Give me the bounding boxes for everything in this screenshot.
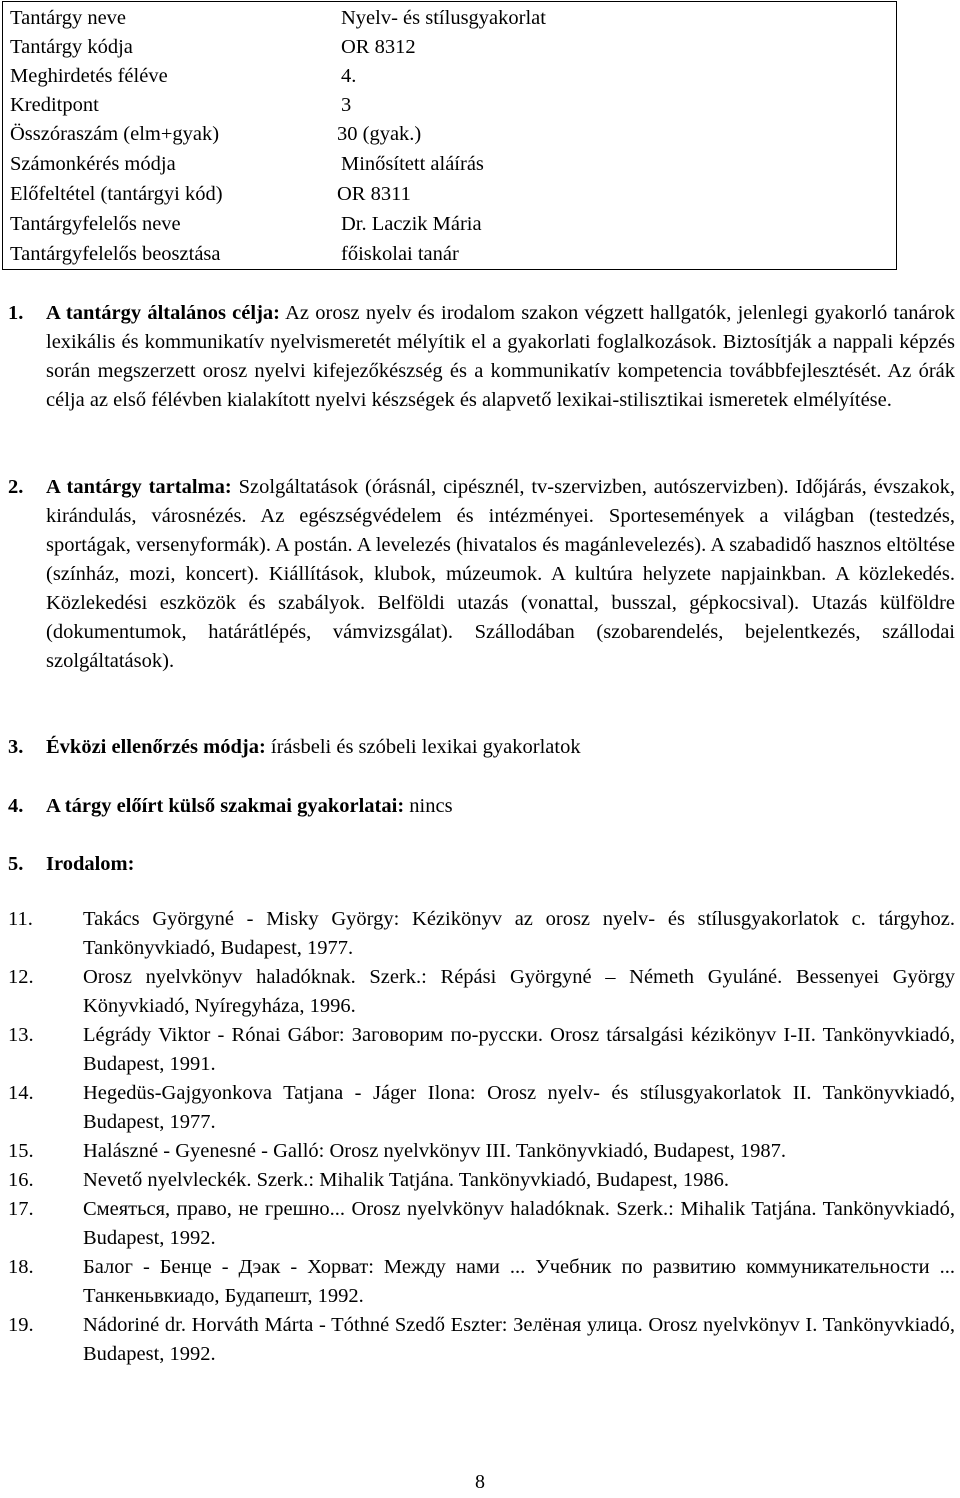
section-number: 5. <box>8 853 24 875</box>
reference-number: 15. <box>8 1140 34 1162</box>
info-row <box>3 4 896 33</box>
info-label: Tantárgyfelelős neve <box>10 213 181 235</box>
section-heading: A tantárgy tartalma: <box>46 476 232 498</box>
section-text: írásbeli és szóbeli lexikai gyakorlatok <box>265 736 581 758</box>
reference-number: 13. <box>8 1024 34 1046</box>
reference-number: 17. <box>8 1198 34 1220</box>
page-number: 8 <box>475 1471 485 1493</box>
reference-text: Hegedüs-Gajgyonkova Tatjana - Jáger Ilona: Orosz nyelv- és stílusgyakorlatok II. Tankönyvkiadó, Budapest, 1977. <box>83 1082 955 1133</box>
section-body <box>46 850 955 879</box>
reference-text: Légrády Viktor - Rónai Gábor: Заговорим по-русски. Orosz társalgási kézikönyv I-II. Tankönyvkiadó, Budapest, 1991. <box>83 1024 955 1075</box>
section-body <box>46 473 955 676</box>
reference-item <box>8 1137 955 1166</box>
info-label: Tantárgy neve <box>10 7 127 29</box>
section-heading: Évközi ellenőrzés módja: <box>46 736 266 758</box>
info-row <box>3 180 896 209</box>
info-row <box>3 150 896 179</box>
section-body <box>46 299 955 415</box>
info-value: Nyelv- és stílusgyakorlat <box>341 7 546 29</box>
section-text: Szolgáltatások (órásnál, cipésznél, tv-szervizben, autószervizben). Időjárás, évszakok, kirándulás, városnézés. Az egészségvédelem és intézményei. Sportesemények a világban (testedzés, sportágak, versenyformák). A postán. A levelezés (hivatalos és magánlevelezés). A szabadidő hasznos eltöltése (színház, mozi, koncert). Kiállítások, klubok, múzeumok. A kultúra helyzete napjainkban. A közlekedés. Közlekedési eszközök és szabályok. Belföldi utazás (vonattal, busszal, gépkocsival). Utazás külföldre (dokumentumok, határátlépés, vámvizsgálat). Szállodában (szobarendelés, bejelentkezés, szállodai szolgáltatások). <box>46 476 955 672</box>
info-row <box>3 91 896 120</box>
section-body <box>46 792 955 821</box>
reference-item <box>8 1166 955 1195</box>
reference-item <box>8 1021 955 1079</box>
reference-item <box>8 1079 955 1137</box>
section-literature <box>8 850 955 879</box>
reference-text: Takács Györgyné - Misky György: Kézikönyv az orosz nyelv- és stílusgyakorlatok c. tárgyhoz. Tankönyvkiadó, Budapest, 1977. <box>83 908 955 959</box>
info-row <box>3 120 896 149</box>
reference-number: 14. <box>8 1082 34 1104</box>
section-heading: A tantárgy általános célja: <box>46 302 280 324</box>
section-number: 1. <box>8 302 24 324</box>
info-value: OR 8311 <box>337 183 411 205</box>
reference-item <box>8 963 955 1021</box>
reference-number: 11. <box>8 908 33 930</box>
reference-text: Halászné - Gyenesné - Galló: Orosz nyelvkönyv III. Tankönyvkiadó, Budapest, 1987. <box>83 1140 786 1162</box>
reference-text: Балог - Бенце - Дэак - Хорват: Между нами ... Учебник по развитию коммуникательности ... Танкеньвкиадо, Будапешт, 1992. <box>83 1256 955 1307</box>
section-practice <box>8 792 955 821</box>
section-number: 2. <box>8 476 24 498</box>
section-number: 3. <box>8 736 24 758</box>
reference-text: Nádoriné dr. Horváth Márta - Tóthné Szedő Eszter: Зелёная улица. Orosz nyelvkönyv I. Tankönyvkiadó, Budapest, 1992. <box>83 1314 955 1365</box>
reference-text: Orosz nyelvkönyv haladóknak. Szerk.: Répási Györgyné – Németh Gyuláné. Bessenyei György Könyvkiadó, Nyíregyháza, 1996. <box>83 966 955 1017</box>
info-label: Kreditpont <box>10 94 99 116</box>
reference-number: 12. <box>8 966 34 988</box>
info-value: 30 (gyak.) <box>337 123 422 145</box>
reference-text: Смеяться, право, не грешно... Orosz nyelvkönyv haladóknak. Szerk.: Mihalik Tatjána. Tankönyvkiadó, Budapest, 1992. <box>83 1198 955 1249</box>
info-row <box>3 210 896 239</box>
info-label: Tantárgyfelelős beosztása <box>10 243 221 265</box>
section-assessment <box>8 733 955 762</box>
reference-item <box>8 1195 955 1253</box>
section-content <box>8 473 955 676</box>
section-text: Az orosz nyelv és irodalom szakon végzett hallgatók, jelenlegi gyakorló tanárok lexikális és kommunikatív nyelvismeretét mélyítik el a gyakorlati foglalkozások. Biztosítják a nappali képzés során megszerzett orosz nyelvi kifejezőkészség és a kommunikatív kompetencia továbbfejlesztését. Az órák célja az első félévben kialakított nyelvi készségek és alapvető lexikai-stilisztikai ismeretek elmélyítése. <box>46 302 955 411</box>
section-heading: Irodalom: <box>46 853 135 875</box>
reference-number: 16. <box>8 1169 34 1191</box>
reference-item <box>8 905 955 963</box>
info-row <box>3 62 896 91</box>
info-value: Dr. Laczik Mária <box>341 213 482 235</box>
reference-number: 18. <box>8 1256 34 1278</box>
section-body <box>46 733 955 762</box>
info-value: főiskolai tanár <box>341 243 459 265</box>
reference-number: 19. <box>8 1314 34 1336</box>
info-label: Meghirdetés féléve <box>10 65 168 87</box>
section-text: nincs <box>404 795 453 817</box>
info-value: 3 <box>341 94 352 116</box>
reference-item <box>8 1253 955 1311</box>
info-value: 4. <box>341 65 357 87</box>
info-label: Előfeltétel (tantárgyi kód) <box>10 183 223 205</box>
section-heading: A tárgy előírt külső szakmai gyakorlatai: <box>46 795 405 817</box>
reference-list <box>8 905 955 1369</box>
info-row <box>3 33 896 62</box>
info-label: Számonkérés módja <box>10 153 176 175</box>
info-label: Összóraszám (elm+gyak) <box>10 123 220 145</box>
info-label: Tantárgy kódja <box>10 36 133 58</box>
section-general-goal <box>8 299 955 415</box>
reference-text: Nevető nyelvleckék. Szerk.: Mihalik Tatjána. Tankönyvkiadó, Budapest, 1986. <box>83 1169 729 1191</box>
info-value: Minősített aláírás <box>341 153 484 175</box>
info-row <box>3 240 896 269</box>
course-info-table <box>2 1 897 270</box>
info-value: OR 8312 <box>341 36 416 58</box>
section-number: 4. <box>8 795 24 817</box>
reference-item <box>8 1311 955 1369</box>
